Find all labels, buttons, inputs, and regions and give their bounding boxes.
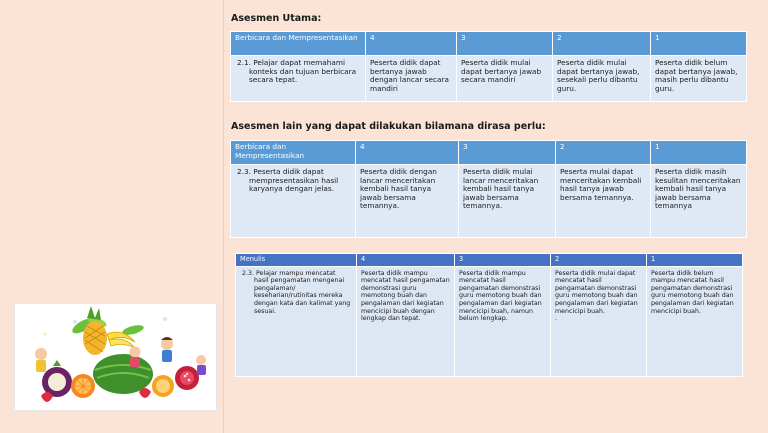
header-score-2: 2 bbox=[553, 32, 651, 56]
score-1-cell: Peserta didik belum dapat bertanya jawab, masih perlu dibantu guru. bbox=[651, 56, 747, 102]
indicator-cell: 2.1. Pelajar dapat memahami konteks dan tujuan berbicara secara tepat. bbox=[231, 56, 366, 102]
header-score-2: 2 bbox=[556, 141, 651, 165]
score-1-cell: Peserta didik masih kesulitan menceritakan kembali hasil tanya jawab bersama temannya bbox=[651, 165, 747, 238]
score-4-cell: Peserta didik dengan lancar menceritakan kembali hasil tanya jawab bersama temannya. bbox=[356, 165, 459, 238]
header-criteria: Berbicara dan Mempresentasikan bbox=[231, 141, 356, 165]
header-score-1: 1 bbox=[651, 141, 747, 165]
score-3-cell: Peserta didik mampu mencatat hasil pengamatan demonstrasi guru memotong buah dan pengalaman dari kegiatan mencicipi buah, namun belum lengkap. bbox=[455, 266, 551, 376]
fruit-children-illustration bbox=[14, 303, 217, 411]
heading-other-assessment: Asesmen lain yang dapat dilakukan bilamana dirasa perlu: bbox=[231, 121, 546, 132]
header-criteria: Menulis bbox=[236, 254, 357, 267]
score-3-cell: Peserta didik mulai dapat bertanya jawab secara mandiri bbox=[457, 56, 553, 102]
fruit-children-drawing bbox=[15, 304, 216, 410]
table-header-row bbox=[231, 141, 747, 165]
score-2-cell: Peserta didik mulai dapat mencatat hasil pengamatan demonstrasi guru memotong buah dan pengalaman dari kegiatan mencicipi buah. . bbox=[551, 266, 647, 376]
score-2-cell: Peserta mulai dapat menceritakan kembali hasil tanya jawab bersama temannya. bbox=[556, 165, 651, 238]
table-row bbox=[236, 266, 743, 376]
table-header-row bbox=[236, 254, 743, 267]
header-score-3: 3 bbox=[457, 32, 553, 56]
header-score-2: 2 bbox=[551, 254, 647, 267]
header-score-1: 1 bbox=[651, 32, 747, 56]
assessment-panel bbox=[225, 0, 768, 433]
left-panel bbox=[0, 0, 224, 433]
score-4-cell: Peserta didik dapat bertanya jawab dengan lancar secara mandiri bbox=[366, 56, 457, 102]
header-criteria: Berbicara dan Mempresentasikan bbox=[231, 32, 366, 56]
heading-main-assessment: Asesmen Utama: bbox=[231, 13, 322, 24]
rubric-table-writing bbox=[235, 253, 743, 377]
table-row bbox=[231, 56, 747, 102]
rubric-table-speaking-2 bbox=[230, 140, 747, 238]
header-score-3: 3 bbox=[459, 141, 556, 165]
score-1-cell: Peserta didik belum mampu mencatat hasil pengamatan demonstrasi guru memotong buah dan pengalaman dari kegiatan mencicipi buah. bbox=[647, 266, 743, 376]
rubric-table-speaking-1 bbox=[230, 31, 747, 102]
table-row bbox=[231, 165, 747, 238]
header-score-1: 1 bbox=[647, 254, 743, 267]
score-4-cell: Peserta didik mampu mencatat hasil pengamatan demonstrasi guru memotong buah dan pengalaman dari kegiatan mencicipi buah dengan lengkap dan tepat. bbox=[357, 266, 455, 376]
table-header-row bbox=[231, 32, 747, 56]
indicator-cell: 2.3. Pelajar mampu mencatat hasil pengamatan mengenai pengalaman/ keseharian/rutinitas mereka dengan kata dan kalimat yang sesuai. bbox=[236, 266, 357, 376]
header-score-4: 4 bbox=[366, 32, 457, 56]
score-2-cell: Peserta didik mulai dapat bertanya jawab, sesekali perlu dibantu guru. bbox=[553, 56, 651, 102]
header-score-4: 4 bbox=[357, 254, 455, 267]
indicator-cell: 2.3. Peserta didik dapat mempresentasikan hasil karyanya dengan jelas. bbox=[231, 165, 356, 238]
score-3-cell: Peserta didik mulai lancar menceritakan kembali hasil tanya jawab bersama temannya. bbox=[459, 165, 556, 238]
header-score-4: 4 bbox=[356, 141, 459, 165]
header-score-3: 3 bbox=[455, 254, 551, 267]
